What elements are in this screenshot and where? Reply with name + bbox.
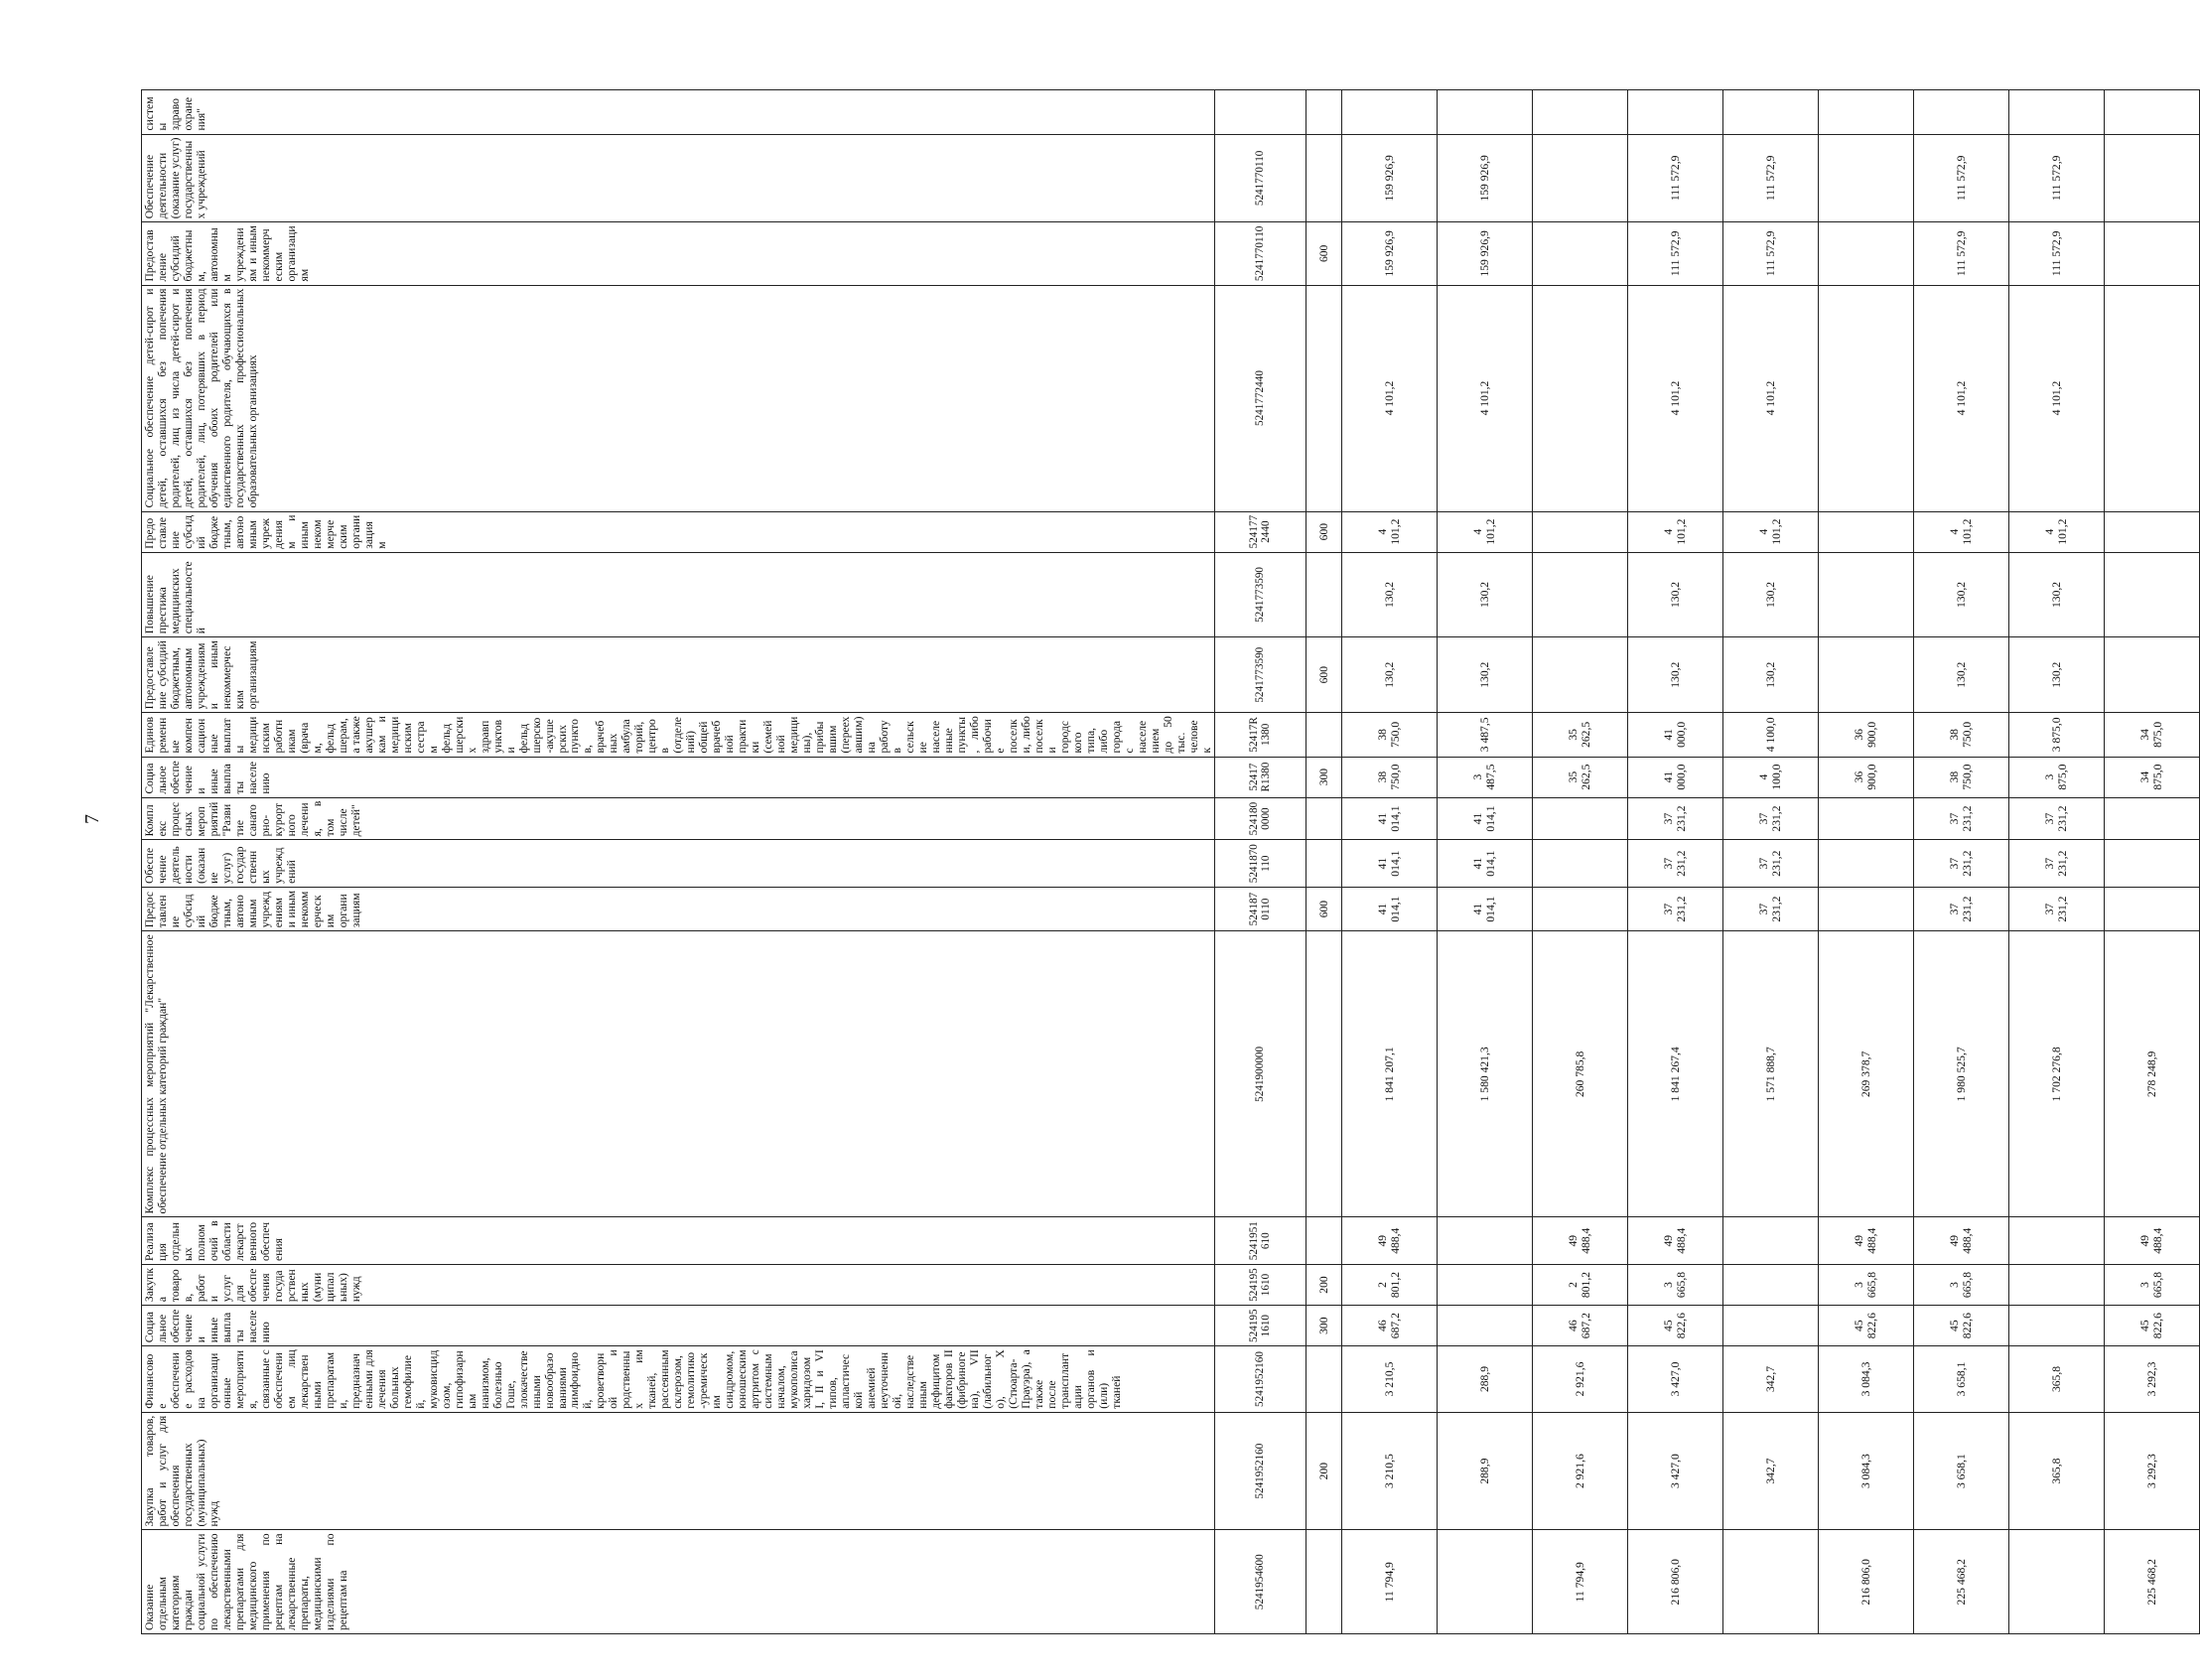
name-cell: Финансовое обеспечение расходов на организационные мероприятия, связанные с обеспечением лиц лекарственными препаратами, предназначенными для лечения больных гемофилией, муковисцидозом, гипофизарным нанизмом, болезнью Гоше, злокачественными новообразованиями лимфоидной, кроветворной и родственных им тканей, рассеянным склерозом, гемолитико-уремическим синдромом, юношеским артритом с системным началом, мукополисахаридозом I, II и VI типов, апластической анемией неуточненной, наследственным дефицитом факторов II (фибриногена), VII (лабильного), X (Стюарта-Прауэра), а также после трансплантации органов и (или) тканей	[142, 1346, 1215, 1413]
name-cell: Обеспечение деятельности (оказание услуг) государственных учреждений	[142, 134, 1215, 222]
amount-cell: 4 101,2	[1722, 511, 1818, 552]
amount-cell: 1 980 525,7	[1913, 931, 2008, 1217]
amount-cell: 288,9	[1437, 1346, 1532, 1413]
amount-cell: 49 488,4	[1913, 1217, 2008, 1265]
amount-cell: 216 806,0	[1818, 1530, 1913, 1634]
amount-cell	[2008, 1264, 2104, 1305]
amount-cell	[1818, 552, 1913, 637]
amount-cell: 1 702 276,8	[2008, 931, 2104, 1217]
amount-cell: 130,2	[2008, 637, 2104, 713]
amount-cell: 37 231,2	[2008, 797, 2104, 840]
amount-cell: 41 014,1	[1341, 887, 1437, 930]
expense-type-cell: 600	[1306, 637, 1341, 713]
amount-cell: 41 000,0	[1627, 713, 1722, 757]
code-cell: 52417R1380	[1214, 713, 1306, 757]
amount-cell: 3 665,8	[1913, 1264, 2008, 1305]
amount-cell	[2008, 1306, 2104, 1346]
amount-cell: 2 801,2	[1341, 1264, 1437, 1305]
amount-cell	[1437, 90, 1532, 135]
name-cell: Повышение престижа медицинских специальностей	[142, 552, 1215, 637]
table-row	[142, 90, 1215, 1634]
amount-cell: 41 014,1	[1437, 797, 1532, 840]
amount-cell: 4 101,2	[1722, 285, 1818, 511]
name-cell: Оказание отдельным категориям граждан социальной услуги по обеспечению лекарственными препаратами для медицинского применения по рецептам на лекарственные препараты, медицинскими изделиями по рецептам на	[142, 1530, 1215, 1634]
amount-cell	[2104, 840, 2199, 888]
table-row	[1913, 90, 2008, 1634]
amount-cell: 130,2	[1437, 552, 1532, 637]
amount-cell: 111 572,9	[1722, 222, 1818, 285]
amount-cell: 260 785,8	[1532, 931, 1627, 1217]
amount-cell: 3 658,1	[1913, 1412, 2008, 1530]
amount-cell: 3 875,0	[2008, 713, 2104, 757]
amount-cell	[2008, 1530, 2104, 1634]
amount-cell: 1 841 267,4	[1627, 931, 1722, 1217]
amount-cell: 49 488,4	[1532, 1217, 1627, 1265]
amount-cell: 37 231,2	[2008, 887, 2104, 930]
amount-cell: 225 468,2	[1913, 1530, 2008, 1634]
amount-cell: 38 750,0	[1341, 757, 1437, 797]
amount-cell: 37 231,2	[1722, 840, 1818, 888]
amount-cell	[1627, 90, 1722, 135]
amount-cell: 49 488,4	[2104, 1217, 2199, 1265]
amount-cell	[1722, 90, 1818, 135]
amount-cell	[1722, 1264, 1818, 1305]
amount-cell: 3 487,5	[1437, 757, 1532, 797]
amount-cell: 342,7	[1722, 1412, 1818, 1530]
expense-type-cell: 200	[1306, 1412, 1341, 1530]
amount-cell: 49 488,4	[1627, 1217, 1722, 1265]
amount-cell: 4 101,2	[1627, 511, 1722, 552]
code-cell: 5241773590	[1214, 552, 1306, 637]
amount-cell: 130,2	[1341, 637, 1437, 713]
expense-type-cell	[1306, 285, 1341, 511]
amount-cell: 111 572,9	[1913, 222, 2008, 285]
code-cell: 5241770110	[1214, 134, 1306, 222]
table-row	[1306, 90, 1341, 1634]
amount-cell: 4 101,2	[1437, 511, 1532, 552]
name-cell: Предоставление субсидий бюджетным, автономным учреждениям и иным некоммерческим организациям	[142, 511, 1215, 552]
amount-cell: 3 665,8	[1818, 1264, 1913, 1305]
expense-type-cell	[1306, 713, 1341, 757]
name-cell: Обеспечение деятельности (оказание услуг) государственных учреждений	[142, 840, 1215, 888]
amount-cell: 38 750,0	[1913, 713, 2008, 757]
amount-cell	[1532, 887, 1627, 930]
name-cell: Реализация отдельных полномочий в области лекарственного обеспечения	[142, 1217, 1215, 1265]
table-row	[1722, 90, 1818, 1634]
table-row	[1341, 90, 1437, 1634]
amount-cell: 35 262,5	[1532, 713, 1627, 757]
code-cell: 5241951610	[1214, 1264, 1306, 1305]
amount-cell	[1532, 90, 1627, 135]
amount-cell: 3 875,0	[2008, 757, 2104, 797]
amount-cell: 45 822,6	[1627, 1306, 1722, 1346]
amount-cell	[1913, 90, 2008, 135]
budget-table-rotated	[141, 89, 2200, 1634]
name-cell: Единовременные компенсационные выплаты медицинским работникам (врачам, фельдшерам, а также акушеркам и медицинским сестрам фельдшерских здравпунктов и фельдшерско-акушерских пунктов, врачебных амбулаторий, центров (отделений) общей врачебной практики (семейной медицины), прибывшим (переехавшим) на работу в сельские населенные пункты, либо рабочие поселки, либо поселки городского типа, либо города с населением до 50 тыс. человек	[142, 713, 1215, 757]
amount-cell: 130,2	[2008, 552, 2104, 637]
amount-cell	[1532, 222, 1627, 285]
table-row	[2104, 90, 2199, 1634]
table-row	[1627, 90, 1722, 1634]
amount-cell: 37 231,2	[1913, 840, 2008, 888]
amount-cell: 45 822,6	[1818, 1306, 1913, 1346]
amount-cell	[1532, 134, 1627, 222]
expense-type-cell	[1306, 90, 1341, 135]
amount-cell	[2104, 90, 2199, 135]
amount-cell: 130,2	[1627, 637, 1722, 713]
amount-cell	[1722, 1217, 1818, 1265]
amount-cell: 37 231,2	[1627, 840, 1722, 888]
amount-cell	[1437, 1264, 1532, 1305]
amount-cell	[1532, 285, 1627, 511]
table-row	[1437, 90, 1532, 1634]
name-cell: Предоставление субсидий бюджетным, автономным учреждениям и иным некоммерческим организациям	[142, 637, 1215, 713]
amount-cell: 2 921,6	[1532, 1412, 1627, 1530]
table-row	[1214, 90, 1306, 1634]
amount-cell	[1818, 90, 1913, 135]
amount-cell: 3 084,3	[1818, 1412, 1913, 1530]
code-cell: 52417R1380	[1214, 757, 1306, 797]
expense-type-cell	[1306, 134, 1341, 222]
amount-cell: 41 014,1	[1341, 840, 1437, 888]
page-number: 7	[81, 814, 103, 824]
code-cell: 5241870110	[1214, 840, 1306, 888]
amount-cell	[2104, 511, 2199, 552]
amount-cell: 4 101,2	[1913, 511, 2008, 552]
amount-cell	[1532, 552, 1627, 637]
name-cell: Социальное обеспечение и иные выплаты населению	[142, 1306, 1215, 1346]
amount-cell: 4 101,2	[1437, 285, 1532, 511]
amount-cell	[1818, 887, 1913, 930]
amount-cell	[1532, 511, 1627, 552]
amount-cell: 46 687,2	[1532, 1306, 1627, 1346]
amount-cell: 1 841 207,1	[1341, 931, 1437, 1217]
name-cell: Предоставление субсидий бюджетным, автономным учреждениям и иным некоммерческим организациям	[142, 222, 1215, 285]
amount-cell: 278 248,9	[2104, 931, 2199, 1217]
amount-cell: 3 210,5	[1341, 1412, 1437, 1530]
amount-cell: 3 658,1	[1913, 1346, 2008, 1413]
amount-cell: 34 875,0	[2104, 713, 2199, 757]
expense-type-cell: 300	[1306, 1306, 1341, 1346]
amount-cell: 38 750,0	[1913, 757, 2008, 797]
amount-cell: 45 822,6	[2104, 1306, 2199, 1346]
amount-cell: 130,2	[1913, 637, 2008, 713]
code-cell: 5241954600	[1214, 1530, 1306, 1634]
code-cell: 5241951610	[1214, 1306, 1306, 1346]
amount-cell	[1818, 797, 1913, 840]
expense-type-cell: 300	[1306, 757, 1341, 797]
expense-type-cell: 600	[1306, 887, 1341, 930]
amount-cell: 365,8	[2008, 1346, 2104, 1413]
expense-type-cell	[1306, 840, 1341, 888]
amount-cell	[2104, 134, 2199, 222]
amount-cell	[1818, 840, 1913, 888]
code-cell: 5241773590	[1214, 637, 1306, 713]
code-cell: 5241770110	[1214, 222, 1306, 285]
amount-cell: 216 806,0	[1627, 1530, 1722, 1634]
amount-cell: 130,2	[1722, 552, 1818, 637]
code-cell: 5241870110	[1214, 887, 1306, 930]
amount-cell: 111 572,9	[1722, 134, 1818, 222]
expense-type-cell	[1306, 1530, 1341, 1634]
name-cell: Закупка товаров, работ и услуг для обеспечения государственных (муниципальных) нужд	[142, 1412, 1215, 1530]
amount-cell: 4 101,2	[1913, 285, 2008, 511]
amount-cell: 111 572,9	[1913, 134, 2008, 222]
amount-cell: 130,2	[1341, 552, 1437, 637]
amount-cell: 36 900,0	[1818, 713, 1913, 757]
amount-cell: 36 900,0	[1818, 757, 1913, 797]
code-cell	[1214, 90, 1306, 135]
amount-cell	[1818, 637, 1913, 713]
expense-type-cell: 600	[1306, 511, 1341, 552]
amount-cell: 46 687,2	[1341, 1306, 1437, 1346]
amount-cell	[2008, 90, 2104, 135]
code-cell: 5241772440	[1214, 285, 1306, 511]
expense-type-cell	[1306, 1346, 1341, 1413]
name-cell: Комплекс процессных мероприятий "Развитие санаторно-курортного лечения, в том числе детей"	[142, 797, 1215, 840]
amount-cell	[2104, 222, 2199, 285]
amount-cell: 37 231,2	[1913, 797, 2008, 840]
name-cell: системы здравоохранения"	[142, 90, 1215, 135]
amount-cell: 37 231,2	[1627, 887, 1722, 930]
expense-type-cell	[1306, 1217, 1341, 1265]
amount-cell	[2008, 1217, 2104, 1265]
table-row	[2008, 90, 2104, 1634]
amount-cell	[1437, 1306, 1532, 1346]
amount-cell	[1437, 1530, 1532, 1634]
amount-cell	[2104, 285, 2199, 511]
amount-cell: 4 100,0	[1722, 713, 1818, 757]
table-row	[1532, 90, 1627, 1634]
amount-cell	[1818, 222, 1913, 285]
amount-cell: 37 231,2	[1722, 887, 1818, 930]
expense-type-cell	[1306, 797, 1341, 840]
amount-cell: 3 427,0	[1627, 1412, 1722, 1530]
name-cell: Закупка товаров, работ и услуг для обеспечения государственных (муниципальных) нужд	[142, 1264, 1215, 1305]
amount-cell: 2 801,2	[1532, 1264, 1627, 1305]
amount-cell: 111 572,9	[1627, 134, 1722, 222]
amount-cell: 11 794,9	[1532, 1530, 1627, 1634]
expense-type-cell: 600	[1306, 222, 1341, 285]
expense-type-cell: 200	[1306, 1264, 1341, 1305]
amount-cell: 130,2	[1627, 552, 1722, 637]
name-cell: Комплекс процессных мероприятий "Лекарственное обеспечение отдельных категорий граждан"	[142, 931, 1215, 1217]
code-cell: 5241952160	[1214, 1346, 1306, 1413]
amount-cell	[1722, 1306, 1818, 1346]
amount-cell: 45 822,6	[1913, 1306, 2008, 1346]
amount-cell	[1532, 797, 1627, 840]
name-cell: Социальное обеспечение и иные выплаты населению	[142, 757, 1215, 797]
amount-cell	[1341, 90, 1437, 135]
table-row	[1818, 90, 1913, 1634]
amount-cell	[1437, 1217, 1532, 1265]
amount-cell: 4 100,0	[1722, 757, 1818, 797]
amount-cell: 225 468,2	[2104, 1530, 2199, 1634]
amount-cell: 41 000,0	[1627, 757, 1722, 797]
amount-cell: 49 488,4	[1341, 1217, 1437, 1265]
amount-cell: 11 794,9	[1341, 1530, 1437, 1634]
amount-cell: 37 231,2	[1722, 797, 1818, 840]
amount-cell: 49 488,4	[1818, 1217, 1913, 1265]
amount-cell: 159 926,9	[1341, 222, 1437, 285]
amount-cell: 41 014,1	[1437, 840, 1532, 888]
amount-cell: 35 262,5	[1532, 757, 1627, 797]
amount-cell: 3 084,3	[1818, 1346, 1913, 1413]
name-cell: Социальное обеспечение детей-сирот и детей, оставшихся без попечения родителей, лиц из числа детей-сирот и детей, оставшихся без попечения родителей, лиц, потерявших в период обучения обоих родителей или единственного родителя, обучающихся в государственных профессиональных образовательных организациях	[142, 285, 1215, 511]
code-cell: 5241952160	[1214, 1412, 1306, 1530]
amount-cell: 130,2	[1722, 637, 1818, 713]
amount-cell: 1 571 888,7	[1722, 931, 1818, 1217]
budget-table	[141, 89, 2200, 1634]
amount-cell: 3 427,0	[1627, 1346, 1722, 1413]
expense-type-cell	[1306, 931, 1341, 1217]
amount-cell: 38 750,0	[1341, 713, 1437, 757]
amount-cell: 3 210,5	[1341, 1346, 1437, 1413]
amount-cell: 4 101,2	[1341, 511, 1437, 552]
amount-cell: 3 487,5	[1437, 713, 1532, 757]
amount-cell: 159 926,9	[1341, 134, 1437, 222]
amount-cell: 41 014,1	[1341, 797, 1437, 840]
amount-cell: 159 926,9	[1437, 222, 1532, 285]
amount-cell: 4 101,2	[2008, 285, 2104, 511]
amount-cell	[1722, 1530, 1818, 1634]
amount-cell: 3 292,3	[2104, 1346, 2199, 1413]
amount-cell: 3 665,8	[1627, 1264, 1722, 1305]
code-cell: 5241900000	[1214, 931, 1306, 1217]
amount-cell: 34 875,0	[2104, 757, 2199, 797]
amount-cell: 41 014,1	[1437, 887, 1532, 930]
amount-cell	[2104, 552, 2199, 637]
amount-cell: 3 665,8	[2104, 1264, 2199, 1305]
amount-cell	[2104, 797, 2199, 840]
amount-cell: 37 231,2	[1913, 887, 2008, 930]
amount-cell: 342,7	[1722, 1346, 1818, 1413]
amount-cell: 4 101,2	[1341, 285, 1437, 511]
amount-cell: 3 292,3	[2104, 1412, 2199, 1530]
amount-cell: 1 580 421,3	[1437, 931, 1532, 1217]
amount-cell	[2104, 887, 2199, 930]
amount-cell: 2 921,6	[1532, 1346, 1627, 1413]
amount-cell: 4 101,2	[2008, 511, 2104, 552]
amount-cell: 4 101,2	[1627, 285, 1722, 511]
amount-cell	[2104, 637, 2199, 713]
amount-cell	[1818, 511, 1913, 552]
amount-cell: 269 378,7	[1818, 931, 1913, 1217]
code-cell: 5241800000	[1214, 797, 1306, 840]
amount-cell: 111 572,9	[2008, 134, 2104, 222]
amount-cell: 37 231,2	[1627, 797, 1722, 840]
amount-cell: 130,2	[1913, 552, 2008, 637]
amount-cell: 111 572,9	[1627, 222, 1722, 285]
amount-cell	[1532, 637, 1627, 713]
amount-cell	[1532, 840, 1627, 888]
code-cell: 5241772440	[1214, 511, 1306, 552]
amount-cell: 37 231,2	[2008, 840, 2104, 888]
expense-type-cell	[1306, 552, 1341, 637]
amount-cell	[1818, 285, 1913, 511]
amount-cell: 365,8	[2008, 1412, 2104, 1530]
table-body	[142, 90, 2200, 1634]
amount-cell: 111 572,9	[2008, 222, 2104, 285]
amount-cell: 288,9	[1437, 1412, 1532, 1530]
name-cell: Предоставление субсидий бюджетным, автономным учреждениям и иным некоммерческим организациям	[142, 887, 1215, 930]
amount-cell: 159 926,9	[1437, 134, 1532, 222]
code-cell: 5241951610	[1214, 1217, 1306, 1265]
amount-cell: 130,2	[1437, 637, 1532, 713]
amount-cell	[1818, 134, 1913, 222]
